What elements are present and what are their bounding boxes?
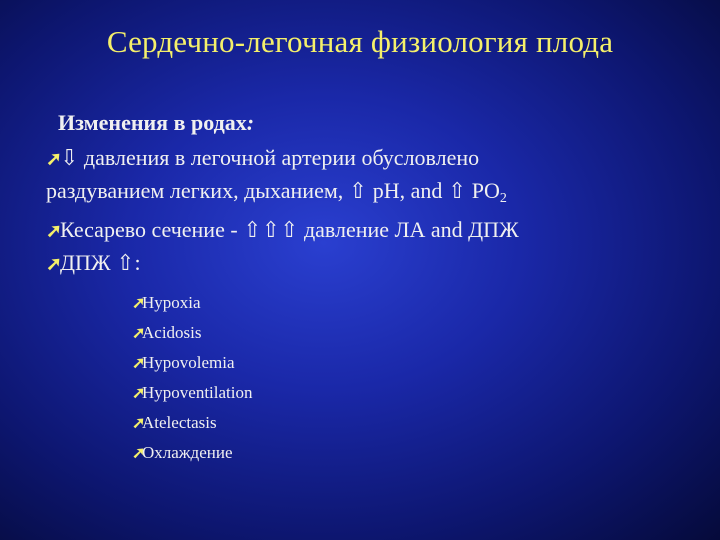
- section-heading: Изменения в родах:: [58, 110, 255, 135]
- sub-bullet-list: [132, 288, 696, 468]
- bullet-line-2: ➚Кесарево сечение - ⇧⇧⇧ давление ЛА and ДПЖ: [46, 214, 696, 247]
- sub-bullet-item: ➚Hypovolemia: [132, 348, 696, 378]
- sub-bullet-item: ➚Acidosis: [132, 318, 696, 348]
- sub-bullet-item: ➚Hypoxia: [132, 288, 696, 318]
- bullet-arrow-icon: ➚: [132, 295, 146, 312]
- sub-bullet-item: ➚Hypoventilation: [132, 378, 696, 408]
- slide-title: Сердечно-легочная физиология плода: [106, 24, 614, 59]
- bullet-arrow-icon: ➚: [46, 254, 62, 275]
- bullet-line-1: ➚⇩ давления в легочной артерии обусловлено: [46, 142, 696, 175]
- sub-bullet-item: ➚Охлаждение: [132, 438, 696, 468]
- bullet-arrow-icon: ➚: [132, 325, 146, 342]
- slide-content: [46, 110, 696, 468]
- bullet-arrow-icon: ➚: [132, 415, 146, 432]
- bullet-line-3: ➚ДПЖ ⇧:: [46, 247, 696, 280]
- sub-bullet-item: ➚Atelectasis: [132, 408, 696, 438]
- bullet-line-1-cont: раздуванием легких, дыханием, ⇧ pH, and ⇧ $PO_2$: [46, 178, 507, 206]
- bullet-arrow-icon: ➚: [132, 385, 146, 402]
- bullet-arrow-icon: ➚: [46, 149, 62, 170]
- bullet-arrow-icon: ➚: [132, 445, 146, 462]
- bullet-arrow-icon: ➚: [46, 221, 62, 242]
- bullet-arrow-icon: ➚: [132, 355, 146, 372]
